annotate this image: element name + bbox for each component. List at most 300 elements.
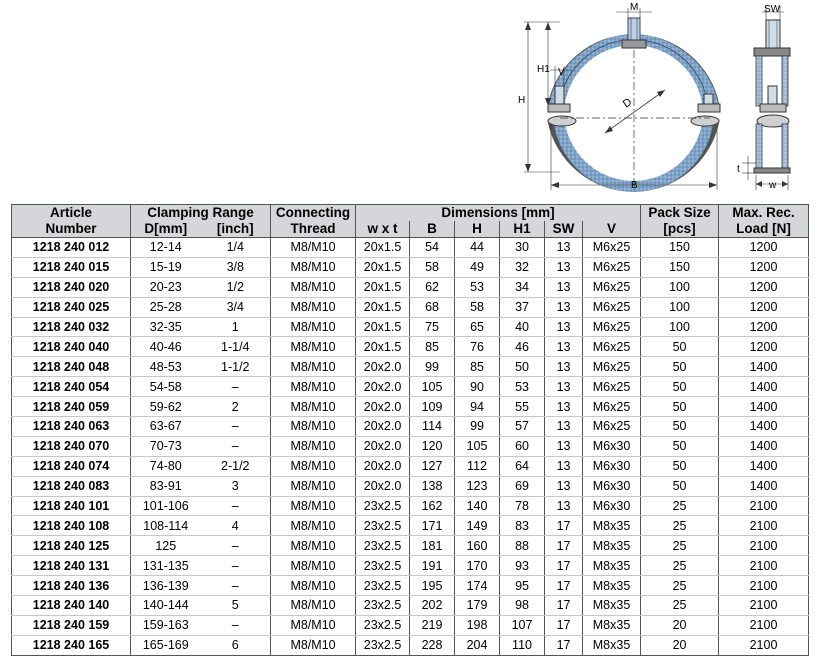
cell-clamping-mm: 63-67	[131, 417, 201, 437]
cell-clamping-inch: 6	[201, 635, 271, 655]
cell-connecting-thread: M8/M10	[271, 516, 356, 536]
cell-dim-h1: 46	[500, 337, 545, 357]
cell-article-number: 1218 240 140	[12, 596, 131, 616]
header-max-load-unit: Load [N]	[719, 221, 809, 238]
cell-connecting-thread: M8/M10	[271, 337, 356, 357]
table-row	[12, 337, 809, 357]
cell-dim-b: 181	[410, 536, 455, 556]
cell-dim-sw: 13	[545, 496, 583, 516]
header-clamping-inch: [inch]	[201, 221, 271, 238]
cell-dim-sw: 13	[545, 317, 583, 337]
cell-dim-h1: 37	[500, 297, 545, 317]
cell-dim-v: M6x25	[583, 297, 641, 317]
cell-max-load: 1200	[719, 238, 809, 258]
cell-article-number: 1218 240 025	[12, 297, 131, 317]
cell-connecting-thread: M8/M10	[271, 436, 356, 456]
cell-connecting-thread: M8/M10	[271, 317, 356, 337]
pipe-clamp-drawing	[0, 0, 819, 200]
cell-dim-wxt: 23x2.5	[356, 556, 410, 576]
cell-dim-sw: 13	[545, 476, 583, 496]
header-dim-v: V	[583, 221, 641, 238]
cell-connecting-thread: M8/M10	[271, 417, 356, 437]
cell-dim-wxt: 20x2.0	[356, 476, 410, 496]
table-row	[12, 556, 809, 576]
cell-dim-wxt: 20x1.5	[356, 238, 410, 258]
cell-connecting-thread: M8/M10	[271, 357, 356, 377]
cell-dim-b: 99	[410, 357, 455, 377]
cell-connecting-thread: M8/M10	[271, 496, 356, 516]
table-row	[12, 397, 809, 417]
cell-pack-size: 50	[641, 456, 719, 476]
cell-pack-size: 20	[641, 635, 719, 655]
cell-max-load: 1200	[719, 257, 809, 277]
cell-dim-sw: 13	[545, 257, 583, 277]
cell-pack-size: 25	[641, 516, 719, 536]
cell-dim-b: 195	[410, 576, 455, 596]
cell-dim-sw: 13	[545, 377, 583, 397]
cell-dim-h1: 53	[500, 377, 545, 397]
cell-article-number: 1218 240 083	[12, 476, 131, 496]
cell-dim-b: 109	[410, 397, 455, 417]
cell-dim-wxt: 20x2.0	[356, 377, 410, 397]
cell-article-number: 1218 240 074	[12, 456, 131, 476]
cell-dim-v: M6x30	[583, 456, 641, 476]
cell-dim-h1: 34	[500, 277, 545, 297]
cell-dim-wxt: 23x2.5	[356, 596, 410, 616]
cell-clamping-mm: 12-14	[131, 238, 201, 258]
cell-clamping-mm: 83-91	[131, 476, 201, 496]
cell-clamping-inch: 3/8	[201, 257, 271, 277]
cell-clamping-inch: –	[201, 436, 271, 456]
cell-dim-v: M8x35	[583, 615, 641, 635]
cell-dim-v: M6x25	[583, 377, 641, 397]
cell-connecting-thread: M8/M10	[271, 257, 356, 277]
cell-pack-size: 25	[641, 536, 719, 556]
cell-max-load: 2100	[719, 536, 809, 556]
cell-clamping-mm: 140-144	[131, 596, 201, 616]
dim-sw-label: SW	[764, 4, 781, 15]
cell-dim-sw: 13	[545, 456, 583, 476]
cell-max-load: 1400	[719, 377, 809, 397]
cell-article-number: 1218 240 059	[12, 397, 131, 417]
cell-clamping-inch: –	[201, 576, 271, 596]
cell-dim-h1: 88	[500, 536, 545, 556]
table-body	[12, 238, 809, 656]
table-row	[12, 277, 809, 297]
cell-dim-b: 62	[410, 277, 455, 297]
cell-clamping-inch: 5	[201, 596, 271, 616]
table-row	[12, 596, 809, 616]
cell-article-number: 1218 240 108	[12, 516, 131, 536]
cell-dim-wxt: 23x2.5	[356, 615, 410, 635]
cell-pack-size: 100	[641, 297, 719, 317]
table-row	[12, 576, 809, 596]
dim-h-label: H	[518, 95, 526, 106]
cell-dim-h1: 78	[500, 496, 545, 516]
cell-max-load: 1400	[719, 357, 809, 377]
dim-d-label: D	[620, 96, 635, 111]
header-article-number: Number	[12, 221, 131, 238]
cell-pack-size: 25	[641, 596, 719, 616]
cell-dim-b: 58	[410, 257, 455, 277]
cell-dim-b: 85	[410, 337, 455, 357]
cell-dim-v: M6x25	[583, 397, 641, 417]
cell-article-number: 1218 240 070	[12, 436, 131, 456]
dim-h1-label: H1	[537, 64, 550, 75]
cell-dim-v: M8x35	[583, 576, 641, 596]
cell-article-number: 1218 240 020	[12, 277, 131, 297]
cell-dim-sw: 17	[545, 635, 583, 655]
cell-dim-v: M6x25	[583, 337, 641, 357]
cell-dim-wxt: 20x1.5	[356, 337, 410, 357]
cell-connecting-thread: M8/M10	[271, 536, 356, 556]
cell-dim-b: 191	[410, 556, 455, 576]
cell-max-load: 1200	[719, 317, 809, 337]
cell-pack-size: 25	[641, 496, 719, 516]
cell-dim-h: 160	[455, 536, 500, 556]
cell-dim-b: 219	[410, 615, 455, 635]
table-row	[12, 615, 809, 635]
cell-connecting-thread: M8/M10	[271, 277, 356, 297]
cell-clamping-inch: –	[201, 377, 271, 397]
cell-clamping-inch: 2-1/2	[201, 456, 271, 476]
cell-pack-size: 50	[641, 377, 719, 397]
cell-dim-v: M6x25	[583, 357, 641, 377]
dim-b-label: B	[631, 180, 638, 191]
header-clamping-mm: D[mm]	[131, 221, 201, 238]
cell-dim-h1: 107	[500, 615, 545, 635]
cell-dim-h1: 95	[500, 576, 545, 596]
cell-clamping-mm: 165-169	[131, 635, 201, 655]
dim-m-label: M	[630, 2, 639, 13]
cell-clamping-mm: 70-73	[131, 436, 201, 456]
cell-dim-h: 204	[455, 635, 500, 655]
cell-dim-wxt: 20x1.5	[356, 257, 410, 277]
cell-pack-size: 50	[641, 476, 719, 496]
header-clamping-range: Clamping Range	[131, 205, 271, 222]
cell-pack-size: 50	[641, 397, 719, 417]
cell-dim-v: M6x25	[583, 238, 641, 258]
cell-clamping-inch: 3	[201, 476, 271, 496]
cell-dim-h: 53	[455, 277, 500, 297]
cell-clamping-mm: 136-139	[131, 576, 201, 596]
cell-dim-h: 179	[455, 596, 500, 616]
table-row	[12, 536, 809, 556]
cell-max-load: 1400	[719, 397, 809, 417]
cell-connecting-thread: M8/M10	[271, 576, 356, 596]
cell-pack-size: 50	[641, 436, 719, 456]
cell-max-load: 1400	[719, 456, 809, 476]
cell-dim-wxt: 20x1.5	[356, 297, 410, 317]
cell-clamping-mm: 20-23	[131, 277, 201, 297]
cell-dim-h: 170	[455, 556, 500, 576]
cell-article-number: 1218 240 012	[12, 238, 131, 258]
cell-clamping-mm: 54-58	[131, 377, 201, 397]
table-row	[12, 516, 809, 536]
cell-dim-sw: 17	[545, 536, 583, 556]
cell-dim-sw: 13	[545, 337, 583, 357]
cell-connecting-thread: M8/M10	[271, 596, 356, 616]
header-row-1	[12, 205, 809, 222]
cell-connecting-thread: M8/M10	[271, 635, 356, 655]
cell-dim-sw: 17	[545, 576, 583, 596]
cell-clamping-mm: 40-46	[131, 337, 201, 357]
cell-clamping-mm: 48-53	[131, 357, 201, 377]
cell-clamping-mm: 101-106	[131, 496, 201, 516]
cell-max-load: 1400	[719, 417, 809, 437]
cell-clamping-inch: 1/2	[201, 277, 271, 297]
cell-dim-h: 174	[455, 576, 500, 596]
cell-dim-h1: 110	[500, 635, 545, 655]
cell-clamping-mm: 25-28	[131, 297, 201, 317]
cell-dim-h: 123	[455, 476, 500, 496]
cell-dim-v: M8x35	[583, 556, 641, 576]
cell-pack-size: 150	[641, 257, 719, 277]
cell-dim-h1: 60	[500, 436, 545, 456]
cell-dim-wxt: 20x1.5	[356, 317, 410, 337]
cell-dim-b: 228	[410, 635, 455, 655]
table-row	[12, 257, 809, 277]
cell-dim-h1: 50	[500, 357, 545, 377]
cell-dim-b: 68	[410, 297, 455, 317]
cell-dim-h1: 83	[500, 516, 545, 536]
cell-dim-h1: 64	[500, 456, 545, 476]
cell-dim-b: 114	[410, 417, 455, 437]
cell-clamping-inch: 3/4	[201, 297, 271, 317]
cell-dim-b: 120	[410, 436, 455, 456]
cell-pack-size: 50	[641, 337, 719, 357]
cell-clamping-mm: 159-163	[131, 615, 201, 635]
cell-max-load: 2100	[719, 516, 809, 536]
cell-clamping-mm: 59-62	[131, 397, 201, 417]
cell-dim-wxt: 23x2.5	[356, 576, 410, 596]
table-row	[12, 417, 809, 437]
cell-clamping-inch: –	[201, 615, 271, 635]
table-row	[12, 297, 809, 317]
cell-dim-h1: 40	[500, 317, 545, 337]
cell-clamping-inch: 4	[201, 516, 271, 536]
table-row	[12, 238, 809, 258]
cell-dim-h: 99	[455, 417, 500, 437]
cell-dim-wxt: 20x2.0	[356, 436, 410, 456]
cell-max-load: 2100	[719, 576, 809, 596]
cell-dim-wxt: 20x2.0	[356, 357, 410, 377]
cell-connecting-thread: M8/M10	[271, 238, 356, 258]
side-view	[737, 4, 790, 191]
cell-max-load: 2100	[719, 635, 809, 655]
cell-article-number: 1218 240 136	[12, 576, 131, 596]
cell-dim-wxt: 20x1.5	[356, 277, 410, 297]
header-dim-sw: SW	[545, 221, 583, 238]
cell-clamping-inch: –	[201, 556, 271, 576]
cell-article-number: 1218 240 048	[12, 357, 131, 377]
cell-dim-v: M8x35	[583, 536, 641, 556]
header-dim-h1: H1	[500, 221, 545, 238]
cell-dim-b: 202	[410, 596, 455, 616]
cell-dim-h1: 30	[500, 238, 545, 258]
cell-article-number: 1218 240 040	[12, 337, 131, 357]
header-article: Article	[12, 205, 131, 222]
cell-article-number: 1218 240 159	[12, 615, 131, 635]
cell-pack-size: 20	[641, 615, 719, 635]
cell-dim-sw: 13	[545, 357, 583, 377]
cell-connecting-thread: M8/M10	[271, 397, 356, 417]
cell-article-number: 1218 240 054	[12, 377, 131, 397]
cell-dim-sw: 13	[545, 417, 583, 437]
header-max-load: Max. Rec.	[719, 205, 809, 222]
cell-dim-h: 58	[455, 297, 500, 317]
cell-dim-b: 138	[410, 476, 455, 496]
cell-dim-v: M6x25	[583, 257, 641, 277]
cell-dim-wxt: 23x2.5	[356, 496, 410, 516]
cell-dim-wxt: 23x2.5	[356, 516, 410, 536]
cell-max-load: 1200	[719, 337, 809, 357]
cell-dim-sw: 13	[545, 238, 583, 258]
cell-dim-h: 94	[455, 397, 500, 417]
cell-article-number: 1218 240 125	[12, 536, 131, 556]
cell-dim-h: 44	[455, 238, 500, 258]
header-dim-h: H	[455, 221, 500, 238]
cell-dim-v: M6x25	[583, 417, 641, 437]
cell-max-load: 1200	[719, 297, 809, 317]
cell-clamping-mm: 125	[131, 536, 201, 556]
cell-pack-size: 25	[641, 556, 719, 576]
cell-dim-h1: 98	[500, 596, 545, 616]
cell-dim-sw: 17	[545, 556, 583, 576]
cell-dim-b: 54	[410, 238, 455, 258]
cell-dim-v: M8x35	[583, 516, 641, 536]
cell-dim-v: M6x30	[583, 476, 641, 496]
header-pack-size-unit: [pcs]	[641, 221, 719, 238]
cell-dim-wxt: 23x2.5	[356, 536, 410, 556]
cell-dim-h1: 69	[500, 476, 545, 496]
cell-dim-h1: 57	[500, 417, 545, 437]
header-dim-wxt: w x t	[356, 221, 410, 238]
dim-t-label: t	[737, 164, 740, 175]
cell-max-load: 2100	[719, 556, 809, 576]
cell-clamping-inch: 1-1/2	[201, 357, 271, 377]
cell-connecting-thread: M8/M10	[271, 476, 356, 496]
cell-dim-sw: 13	[545, 436, 583, 456]
table-row	[12, 476, 809, 496]
cell-max-load: 1400	[719, 476, 809, 496]
cell-connecting-thread: M8/M10	[271, 456, 356, 476]
cell-dim-sw: 17	[545, 596, 583, 616]
cell-max-load: 2100	[719, 615, 809, 635]
cell-dim-sw: 13	[545, 397, 583, 417]
cell-clamping-inch: –	[201, 496, 271, 516]
cell-clamping-inch: 1/4	[201, 238, 271, 258]
cell-dim-h: 76	[455, 337, 500, 357]
cell-dim-b: 75	[410, 317, 455, 337]
cell-clamping-mm: 15-19	[131, 257, 201, 277]
cell-connecting-thread: M8/M10	[271, 556, 356, 576]
cell-dim-b: 171	[410, 516, 455, 536]
cell-dim-h: 198	[455, 615, 500, 635]
cell-dim-wxt: 20x2.0	[356, 417, 410, 437]
cell-dim-sw: 17	[545, 516, 583, 536]
cell-article-number: 1218 240 131	[12, 556, 131, 576]
cell-dim-wxt: 23x2.5	[356, 635, 410, 655]
cell-max-load: 2100	[719, 596, 809, 616]
cell-pack-size: 25	[641, 576, 719, 596]
table-row	[12, 317, 809, 337]
cell-article-number: 1218 240 101	[12, 496, 131, 516]
cell-pack-size: 100	[641, 277, 719, 297]
table-row	[12, 357, 809, 377]
cell-pack-size: 50	[641, 357, 719, 377]
table-row	[12, 635, 809, 655]
dim-v-label: V	[558, 67, 565, 78]
cell-dim-h: 140	[455, 496, 500, 516]
table-row	[12, 456, 809, 476]
cell-clamping-mm: 32-35	[131, 317, 201, 337]
cell-dim-v: M6x25	[583, 277, 641, 297]
cell-dim-h: 90	[455, 377, 500, 397]
cell-connecting-thread: M8/M10	[271, 615, 356, 635]
cell-dim-b: 162	[410, 496, 455, 516]
cell-pack-size: 100	[641, 317, 719, 337]
cell-clamping-inch: 2	[201, 397, 271, 417]
cell-dim-h: 65	[455, 317, 500, 337]
cell-dim-h1: 93	[500, 556, 545, 576]
header-connecting: Connecting	[271, 205, 356, 222]
header-connecting-thread: Thread	[271, 221, 356, 238]
cell-dim-v: M8x35	[583, 635, 641, 655]
cell-max-load: 1400	[719, 436, 809, 456]
cell-dim-sw: 13	[545, 297, 583, 317]
dim-w-label: w	[769, 180, 777, 191]
cell-dim-h1: 32	[500, 257, 545, 277]
cell-connecting-thread: M8/M10	[271, 297, 356, 317]
cell-dim-v: M6x25	[583, 317, 641, 337]
specification-table	[11, 204, 809, 656]
cell-dim-b: 105	[410, 377, 455, 397]
cell-dim-v: M6x30	[583, 436, 641, 456]
cell-dim-wxt: 20x2.0	[356, 456, 410, 476]
header-dim-b: B	[410, 221, 455, 238]
table-row	[12, 436, 809, 456]
cell-article-number: 1218 240 015	[12, 257, 131, 277]
cell-dim-sw: 17	[545, 615, 583, 635]
cell-clamping-inch: –	[201, 417, 271, 437]
cell-article-number: 1218 240 165	[12, 635, 131, 655]
cell-clamping-mm: 108-114	[131, 516, 201, 536]
cell-clamping-mm: 74-80	[131, 456, 201, 476]
cell-dim-h: 112	[455, 456, 500, 476]
cell-clamping-inch: –	[201, 536, 271, 556]
cell-dim-h: 85	[455, 357, 500, 377]
table-row	[12, 377, 809, 397]
header-row-2	[12, 221, 809, 238]
cell-article-number: 1218 240 032	[12, 317, 131, 337]
cell-pack-size: 150	[641, 238, 719, 258]
cell-dim-sw: 13	[545, 277, 583, 297]
cell-article-number: 1218 240 063	[12, 417, 131, 437]
cell-dim-h1: 55	[500, 397, 545, 417]
header-dimensions: Dimensions [mm]	[356, 205, 641, 222]
cell-dim-v: M6x30	[583, 496, 641, 516]
cell-dim-h: 149	[455, 516, 500, 536]
cell-max-load: 1200	[719, 277, 809, 297]
cell-clamping-inch: 1-1/4	[201, 337, 271, 357]
cell-clamping-mm: 131-135	[131, 556, 201, 576]
cell-dim-h: 49	[455, 257, 500, 277]
cell-clamping-inch: 1	[201, 317, 271, 337]
header-pack-size: Pack Size	[641, 205, 719, 222]
cell-dim-b: 127	[410, 456, 455, 476]
cell-pack-size: 50	[641, 417, 719, 437]
